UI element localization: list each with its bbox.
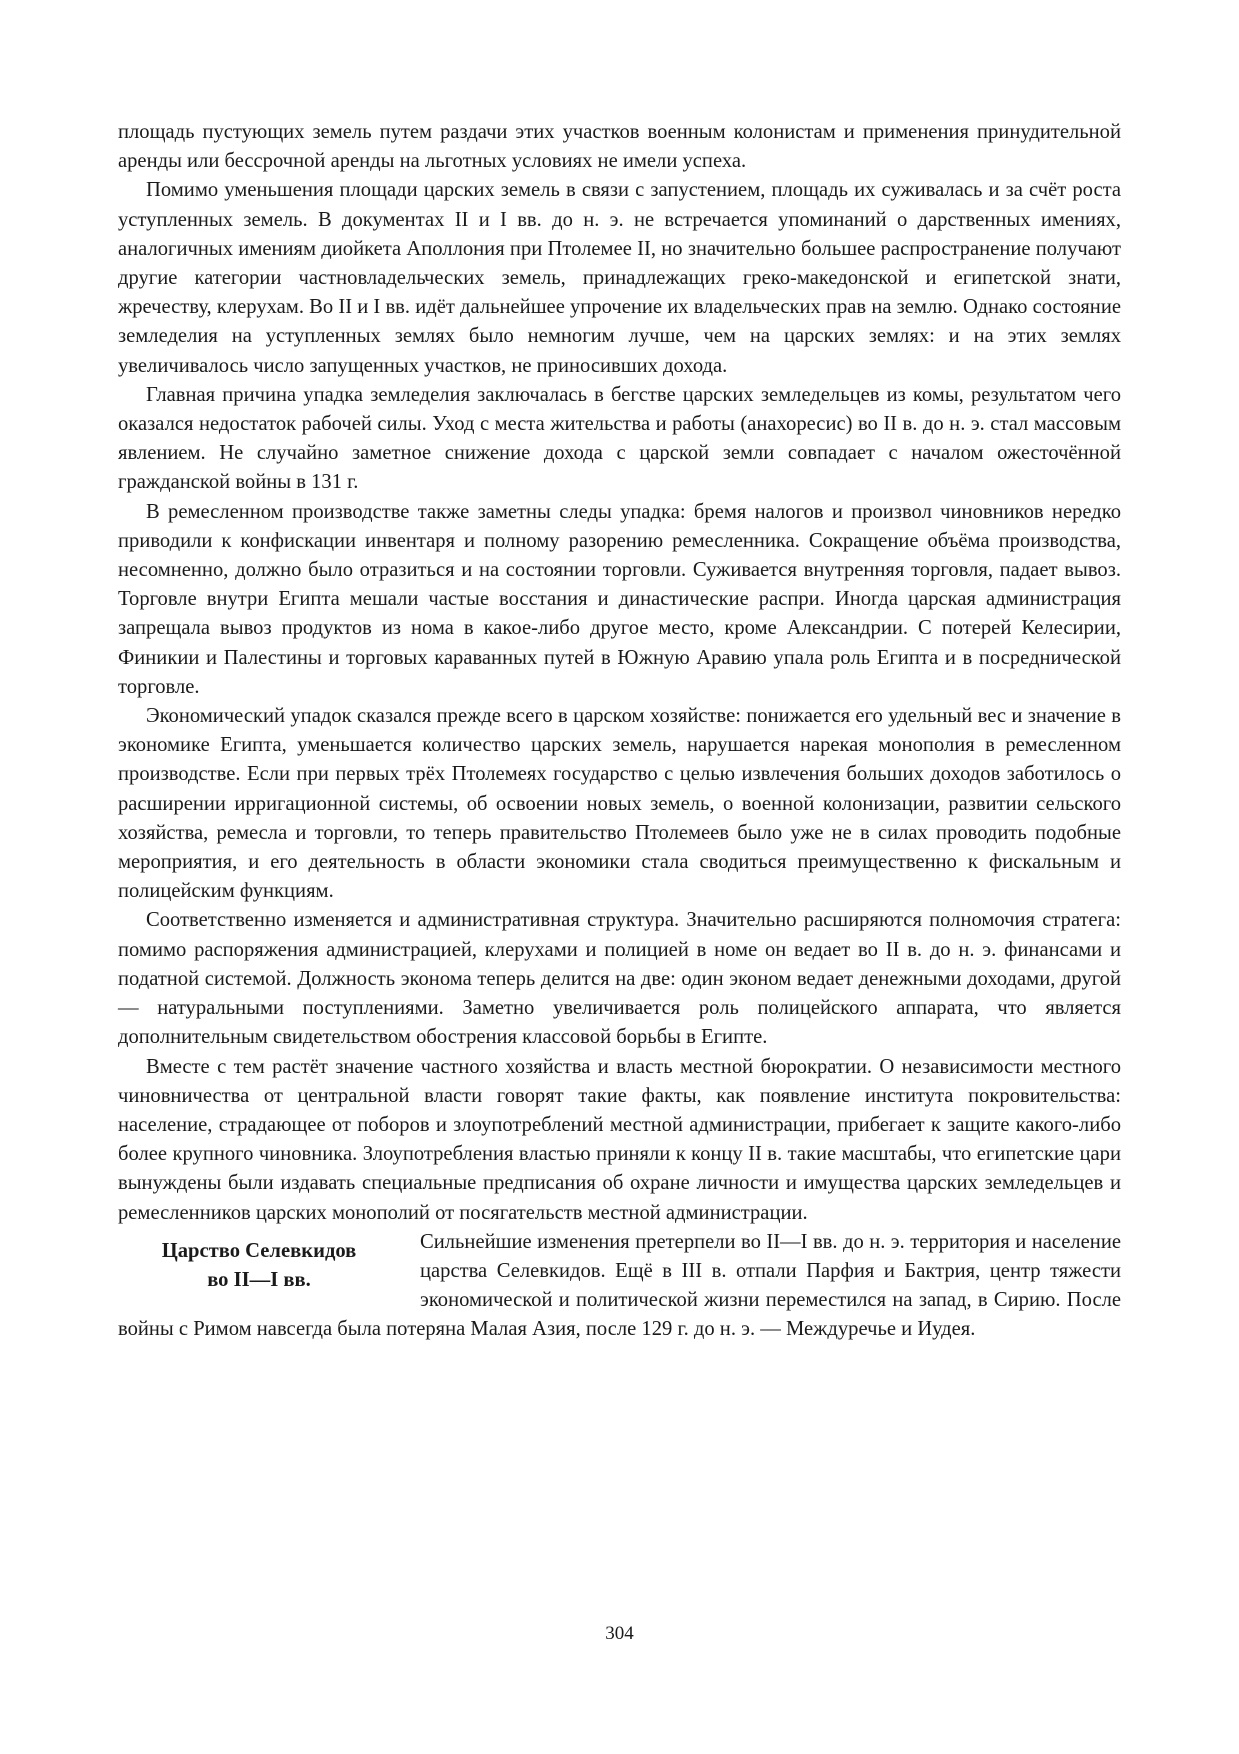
page-number: 304 xyxy=(605,1623,634,1644)
paragraph-economic-decline: Экономический упадок сказался прежде всего в царском хозяйстве: понижается его удельный вес и значение в экономике Египта, уменьшается количество царских земель, нарушается нарекая монополия в ремесленном производстве. Если при первых трёх Птолемеях государство с целью извлечения больших доходов заботилось о расширении ирригационной системы, об освоении новых земель, о военной колонизации, развитии сельского хозяйства, ремесла и торговли, то теперь правительство Птолемеев было уже не в силах проводить подобные мероприятия, и его деятельность в области экономики стала сводиться преимущественно к фискальным и полицейским функциям. xyxy=(118,705,1121,903)
paragraph-seleucids: Сильнейшие изменения претерпели во II—I вв. до н. э. территория и население царства Селевкидов. Ещё в III в. отпали Парфия и Бактрия, центр тяжести экономической и политической жизни переместился на запад, в Сирию. После войны с Римом навсегда была потеряна Малая Азия, после 129 г. до н. э. — Междуречье и Иудея. xyxy=(118,1230,1121,1341)
paragraph-continuation: площадь пустующих земель путем раздачи этих участков военным колонистам и применения принудительной аренды или бессрочной аренды на льготных условиях не имели успеха. xyxy=(118,121,1121,173)
section-heading-line2: во II—I вв. xyxy=(207,1268,311,1291)
section-heading xyxy=(118,1237,400,1295)
paragraph-bureaucracy: Вместе с тем растёт значение частного хозяйства и власть местной бюрократии. О независимости местного чиновничества от центральной власти говорят такие факты, как появление института покровительства: население, страдающее от поборов и злоупотреблений местной администрации, прибегает к защите какого-либо более крупного чиновника. Злоупотребления властью приняли к концу II в. такие масштабы, что египетские цари вынуждены были издавать специальные предписания об охране личности и имущества царских земледельцев и ремесленников царских монополий от посягательств местной администрации. xyxy=(118,1055,1121,1224)
paragraph-crafts-trade: В ремесленном производстве также заметны следы упадка: бремя налогов и произвол чиновников нередко приводили к конфискации инвентаря и полному разорению ремесленника. Сокращение объёма производства, несомненно, должно было отразиться и на состоянии торговли. Суживается внутренняя торговля, падает вывоз. Торговле внутри Египта мешали частые восстания и династические распри. Иногда царская администрация запрещала вывоз продуктов из нома в какое-либо другое место, кроме Александрии. С потерей Келесирии, Финикии и Палестины и торговых караванных путей в Южную Аравию упала роль Египта и в посреднической торговле. xyxy=(118,500,1121,698)
paragraph-administration: Соответственно изменяется и административная структура. Значительно расширяются полномочия стратега: помимо распоряжения администрацией, клерухами и полицией в номе он ведает во II в. до н. э. финансами и податной системой. Должность эконома теперь делится на две: один эконом ведает денежными доходами, другой— натуральными поступлениями. Заметно увеличивается роль полицейского аппарата, что является дополнительным свидетельством обострения классовой борьбы в Египте. xyxy=(118,909,1121,1049)
page-body xyxy=(118,118,1121,1345)
paragraph-agriculture-decline: Главная причина упадка земледелия заключалась в бегстве царских земледельцев из комы, результатом чего оказался недостаток рабочей силы. Уход с места жительства и работы (анахоресис) во II в. до н. э. стал массовым явлением. Не случайно заметное снижение дохода с царской земли совпадает с началом ожесточённой гражданской войны в 131 г. xyxy=(118,383,1121,494)
paragraph-land-reduction: Помимо уменьшения площади царских земель в связи с запустением, площадь их суживалась и за счёт роста уступленных земель. В документах II и I вв. до н. э. не встречается упоминаний о дарственных имениях, аналогичных имениям диойкета Аполлония при Птолемее II, но значительно большее распространение получают другие категории частновладельческих земель, принадлежащих греко-македонской и египетской знати, жречеству, клерухам. Во II и I вв. идёт дальнейшее упрочение их владельческих прав на землю. Однако состояние земледелия на уступленных землях было немногим лучше, чем на царских землях: и на этих землях увеличивалось число запущенных участков, не приносивших дохода. xyxy=(118,179,1121,377)
section-heading-line1: Царство Селевкидов xyxy=(161,1239,357,1262)
